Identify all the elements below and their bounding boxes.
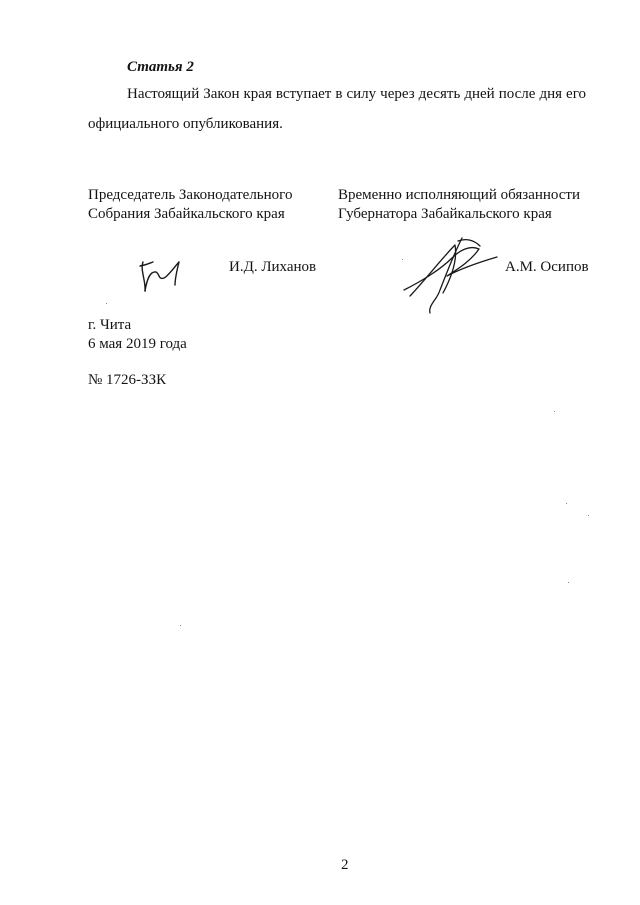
right-signatory-title-line-1: Временно исполняющий обязанности xyxy=(338,187,581,203)
scan-speck xyxy=(106,303,107,304)
left-signatory-name: И.Д. Лиханов xyxy=(229,259,317,275)
left-signatory-title-line-1: Председатель Законодательного xyxy=(88,187,293,203)
right-signature xyxy=(404,238,497,313)
left-signature xyxy=(140,262,179,291)
scan-speck xyxy=(568,582,569,583)
scan-speck xyxy=(554,411,555,412)
article-heading: Статья 2 xyxy=(127,59,194,75)
page-number: 2 xyxy=(341,857,349,873)
scan-speck xyxy=(566,503,567,504)
left-signatory-title-line-2: Собрания Забайкальского края xyxy=(88,206,285,222)
right-signatory-name: А.М. Осипов xyxy=(505,259,589,275)
right-signatory-title-line-2: Губернатора Забайкальского края xyxy=(338,206,552,222)
scan-speck xyxy=(402,259,403,260)
place: г. Чита xyxy=(88,317,132,333)
law-number: № 1726-ЗЗК xyxy=(88,372,167,388)
article-paragraph-line-1: Настоящий Закон края вступает в силу через десять дней после дня его xyxy=(127,86,586,102)
scan-speck xyxy=(180,625,181,626)
scan-speck xyxy=(588,515,589,516)
date: 6 мая 2019 года xyxy=(88,336,187,352)
article-paragraph-line-2: официального опубликования. xyxy=(88,116,283,132)
